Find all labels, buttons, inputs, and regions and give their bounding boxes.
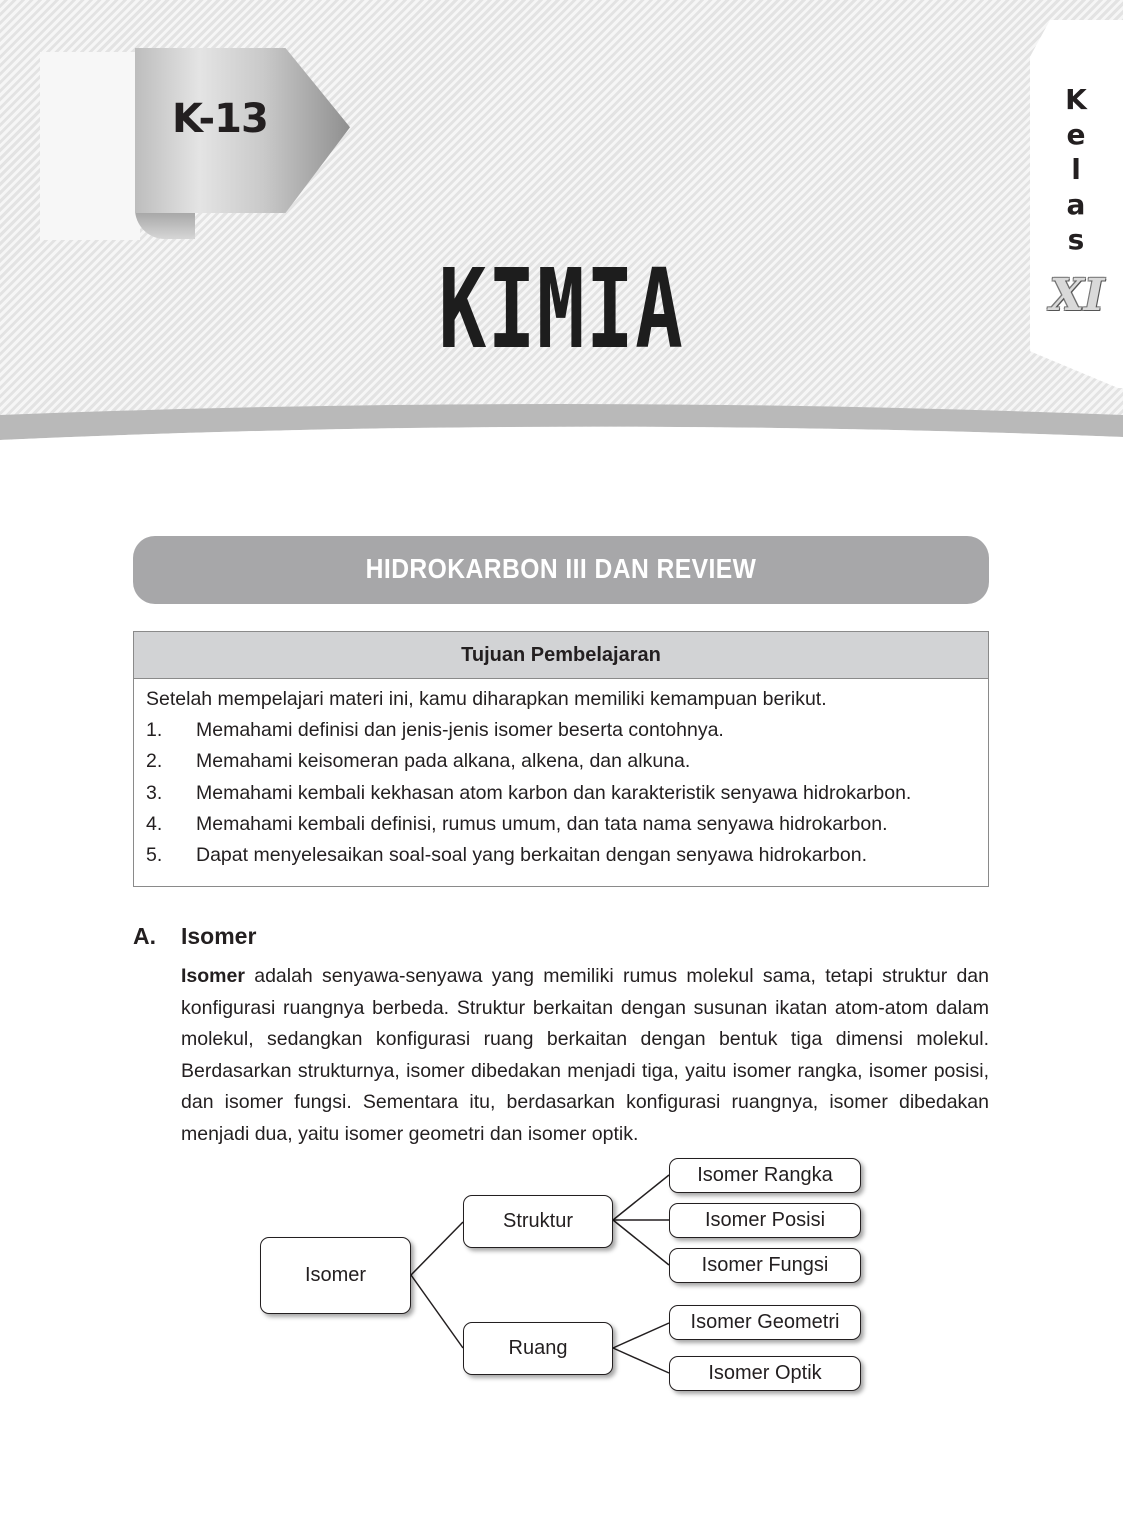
- objective-number: 4.: [146, 813, 163, 835]
- objective-number: 1.: [146, 719, 163, 741]
- objective-number: 2.: [146, 750, 163, 772]
- objective-number: 3.: [146, 782, 163, 804]
- class-label-letter: l: [1071, 153, 1081, 186]
- class-label-letter: K: [1065, 83, 1087, 116]
- defined-term: Isomer: [181, 965, 245, 987]
- curriculum-tag-label: K-13: [172, 96, 268, 142]
- objective-text: Memahami kembali definisi, rumus umum, dan tata nama senyawa hidrokarbon.: [196, 813, 888, 835]
- diagram-node-leaf: Isomer Fungsi: [669, 1248, 861, 1283]
- objective-text: Memahami definisi dan jenis-jenis isomer beserta contohnya.: [196, 719, 724, 741]
- diagram-node-root: Isomer: [260, 1237, 411, 1314]
- section-title: Isomer: [181, 923, 257, 949]
- objective-number: 5.: [146, 844, 163, 866]
- diagram-node-branch: Struktur: [463, 1195, 613, 1248]
- subject-title: KIMIA: [438, 245, 685, 373]
- class-label-letter: e: [1066, 118, 1086, 151]
- objectives-heading: Tujuan Pembelajaran: [134, 632, 988, 679]
- header-wave-divider: [0, 395, 1123, 465]
- diagram-node-leaf: Isomer Optik: [669, 1356, 861, 1391]
- class-label-vertical: [1062, 82, 1090, 257]
- objective-text: Memahami kembali kekhasan atom karbon dan karakteristik senyawa hidrokarbon.: [196, 782, 912, 804]
- chapter-title: HIDROKARBON III DAN REVIEW: [365, 553, 757, 584]
- section-paragraph: [181, 961, 989, 1150]
- chapter-banner: [133, 536, 989, 604]
- tag-backdrop: [40, 52, 140, 240]
- section-letter: A.: [133, 923, 156, 949]
- paragraph-body: adalah senyawa-senyawa yang memiliki rumus molekul sama, tetapi struktur dan konfigurasi ruangnya berbeda. Struktur berkaitan dengan susunan ikatan atom-atom dalam molekul, sedangkan konfigurasi ruang berkaitan dengan bentuk tiga dimensi molekul. Berdasarkan strukturnya, isomer dibedakan menjadi tiga, yaitu isomer rangka, isomer posisi, dan isomer fungsi. Sementara itu, berdasarkan konfigurasi ruangnya, isomer dibedakan menjadi dua, yaitu isomer geometri dan isomer optik.: [181, 965, 989, 1145]
- diagram-node-leaf: Isomer Posisi: [669, 1203, 861, 1238]
- objective-text: Dapat menyelesaikan soal-soal yang berkaitan dengan senyawa hidrokarbon.: [196, 844, 868, 866]
- class-label-letter: a: [1066, 188, 1086, 221]
- diagram-node-leaf: Isomer Rangka: [669, 1158, 861, 1193]
- objective-text: Memahami keisomeran pada alkana, alkena, dan alkuna.: [196, 750, 691, 772]
- class-number: XI: [1049, 270, 1105, 321]
- diagram-node-leaf: Isomer Geometri: [669, 1305, 861, 1340]
- class-label-letter: s: [1067, 223, 1085, 256]
- learning-objectives-box: [133, 631, 989, 887]
- objectives-intro: Setelah mempelajari materi ini, kamu diharapkan memiliki kemampuan berikut.: [146, 688, 827, 710]
- diagram-node-branch: Ruang: [463, 1322, 613, 1375]
